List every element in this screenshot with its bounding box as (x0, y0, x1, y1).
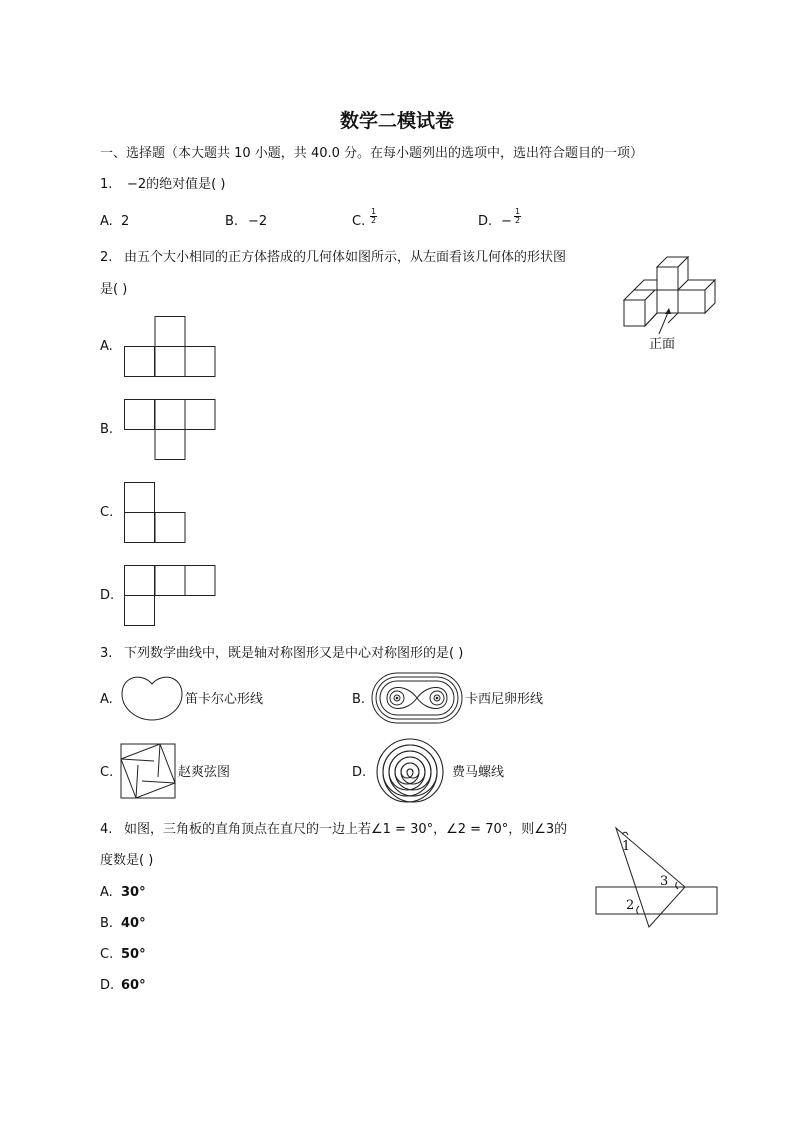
question-number: 2. (100, 250, 113, 265)
cube-stack-figure (618, 250, 718, 330)
option-d-label: D. (100, 588, 115, 603)
option-c-text: 赵爽弦图 (178, 765, 231, 780)
option-a-value: 30° (121, 885, 146, 900)
angle-1-label: 1 (622, 839, 631, 854)
page-title: 数学二模试卷 (339, 110, 454, 132)
option-d-label: D. (352, 765, 367, 780)
option-c-label: C. (352, 214, 366, 229)
question-number: 3. (100, 646, 113, 661)
option-d-text: 费马螺线 (452, 765, 505, 780)
option-d-fraction (514, 208, 521, 225)
question-stem: 下列数学曲线中，既是轴对称图形又是中心对称图形的是( ) (124, 646, 464, 661)
option-a-value: 2 (121, 214, 130, 229)
question-number: 1. (100, 177, 113, 192)
question-number: 4. (100, 822, 113, 837)
fraction-denominator: 2 (515, 216, 521, 225)
angle-2-label: 2 (626, 898, 635, 913)
option-d-sign: − (501, 214, 512, 229)
option-c-figure (124, 482, 186, 543)
option-a-text: 笛卡尔心形线 (185, 692, 264, 707)
option-b-label: B. (100, 916, 114, 931)
option-b-label: B. (100, 422, 114, 437)
option-d-figure (124, 565, 216, 626)
option-c-fraction (370, 208, 377, 225)
fraction-denominator: 2 (371, 216, 377, 225)
option-b-value: 40° (121, 916, 146, 931)
question-stem-line2: 度数是( ) (100, 853, 154, 868)
fraction-numerator: 1 (371, 207, 377, 216)
option-c-label: C. (100, 947, 114, 962)
section-heading: 一、选择题（本大题共 10 小题，共 40.0 分。在每小题列出的选项中，选出符合题目的一项） (100, 146, 644, 161)
question-stem-line2: 是( ) (100, 282, 128, 297)
option-a-label: A. (100, 885, 113, 900)
option-b-text: 卡西尼卵形线 (465, 692, 544, 707)
option-d-label: D. (100, 978, 115, 993)
option-a-label: A. (100, 214, 113, 229)
fermat-spiral-icon (374, 736, 446, 808)
option-d-label: D. (478, 214, 493, 229)
angle-3-label: 3 (660, 874, 669, 889)
option-c-label: C. (100, 765, 114, 780)
cardioid-icon (120, 674, 184, 722)
triangle-ruler-figure (592, 822, 722, 934)
option-a-label: A. (100, 692, 113, 707)
option-b-value: −2 (248, 214, 268, 229)
option-b-label: B. (352, 692, 366, 707)
question-stem-line1: 如图，三角板的直角顶点在直尺的一边上若∠1 = 30°，∠2 = 70°，则∠3的 (124, 822, 568, 837)
front-view-label: 正面 (649, 337, 676, 352)
option-a-label: A. (100, 339, 113, 354)
fraction-numerator: 1 (515, 207, 521, 216)
question-stem: −2的绝对值是( ) (127, 177, 226, 192)
option-b-label: B. (225, 214, 239, 229)
option-c-label: C. (100, 505, 114, 520)
question-stem-line1: 由五个大小相同的正方体搭成的几何体如图所示，从左面看该几何体的形状图 (124, 250, 567, 265)
cassini-oval-icon (371, 672, 463, 724)
option-b-figure (124, 399, 216, 460)
option-a-figure (124, 316, 216, 377)
option-c-value: 50° (121, 947, 146, 962)
option-d-value: 60° (121, 978, 146, 993)
zhao-shuang-diagram-icon (120, 743, 176, 799)
